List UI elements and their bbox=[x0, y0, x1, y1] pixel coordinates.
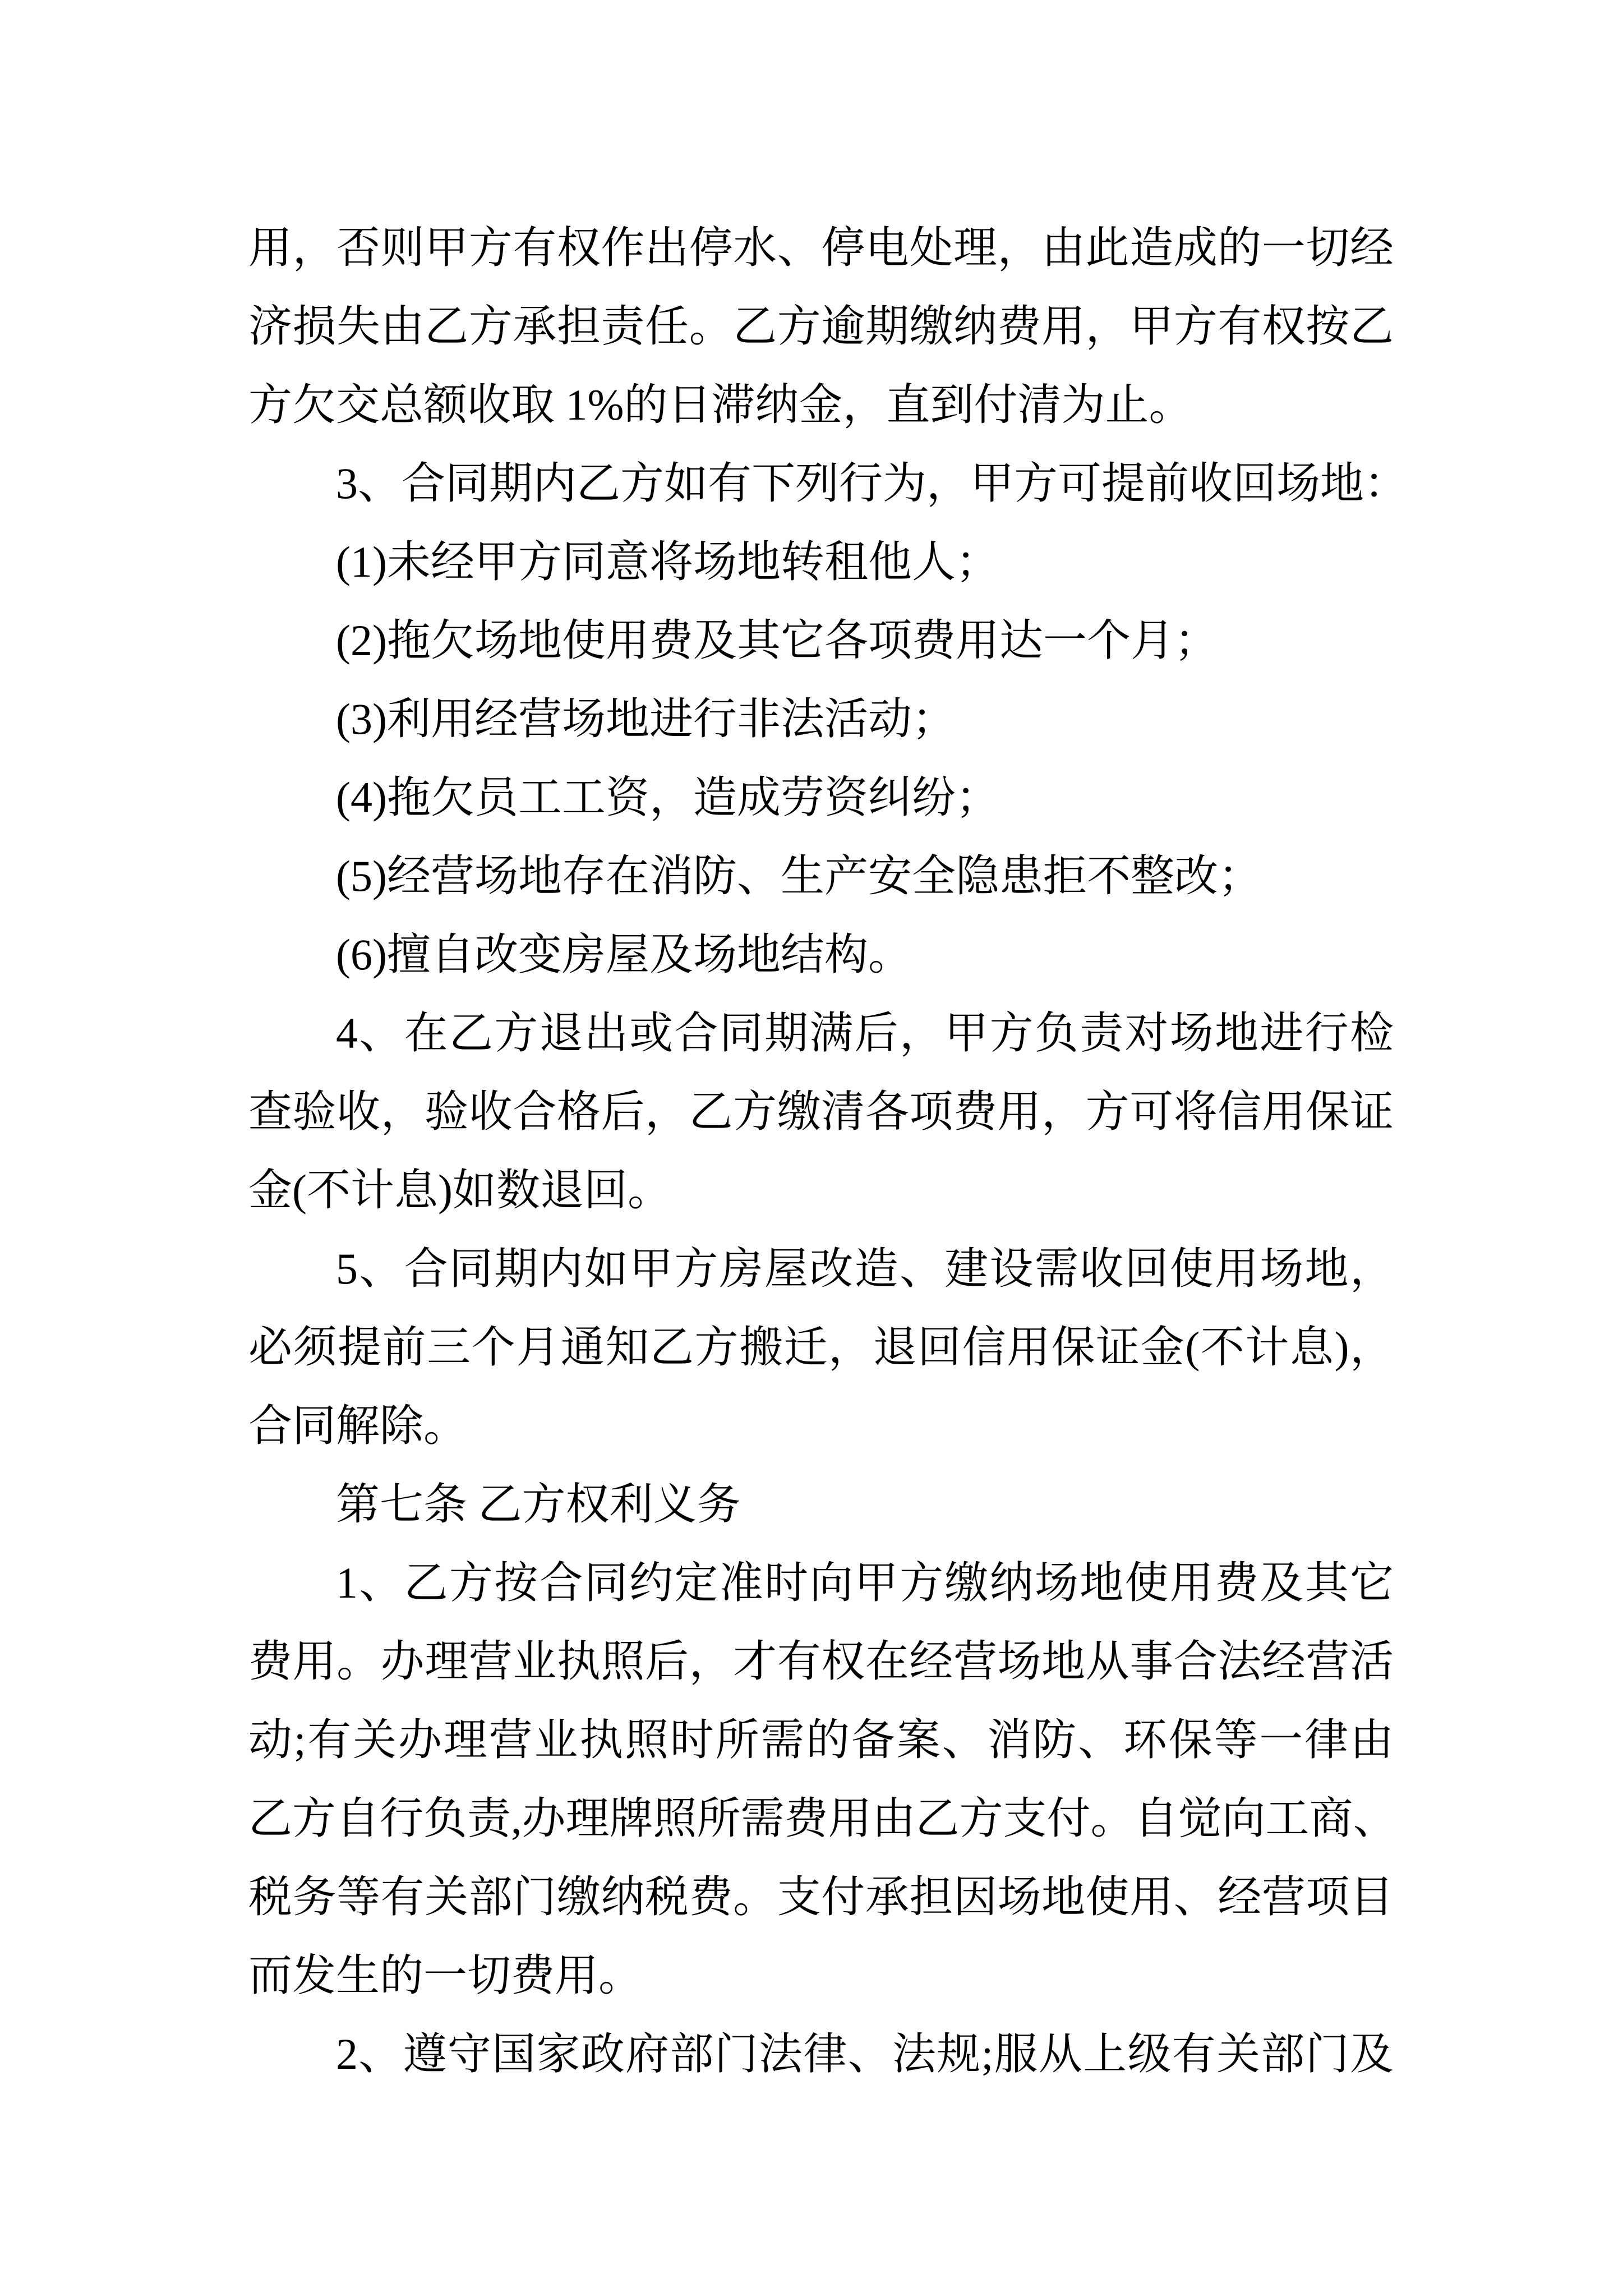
text-line: 必须提前三个月通知乙方搬迁，退回信用保证金(不计息)， bbox=[248, 1323, 1394, 1372]
text-line: 用，否则甲方有权作出停水、停电处理，由此造成的一切经 bbox=[248, 223, 1394, 272]
text-line: 费用。办理营业执照后，才有权在经营场地从事合法经营活 bbox=[248, 1637, 1394, 1686]
text-line: 1、乙方按合同约定准时向甲方缴纳场地使用费及其它 bbox=[336, 1558, 1394, 1607]
text-line: 4、在乙方退出或合同期满后，甲方负责对场地进行检 bbox=[336, 1009, 1394, 1057]
text-line: (4)拖欠员工工资，造成劳资纠纷； bbox=[336, 773, 999, 822]
text-line: 5、合同期内如甲方房屋改造、建设需收回使用场地， bbox=[336, 1244, 1394, 1293]
text-line: 金(不计息)如数退回。 bbox=[248, 1166, 671, 1214]
contract-text-block bbox=[248, 209, 1408, 2093]
text-line: (2)拖欠场地使用费及其它各项费用达一个月； bbox=[336, 616, 1218, 665]
text-line: 2、遵守国家政府部门法律、法规;服从上级有关部门及 bbox=[336, 2030, 1394, 2078]
text-line: 济损失由乙方承担责任。乙方逾期缴纳费用，甲方有权按乙 bbox=[248, 302, 1394, 351]
text-line: (6)擅自改变房屋及场地结构。 bbox=[336, 930, 912, 979]
text-line: 方欠交总额收取 1%的日滞纳金，直到付清为止。 bbox=[248, 380, 1193, 429]
text-line: 乙方自行负责,办理牌照所需费用由乙方支付。自觉向工商、 bbox=[248, 1794, 1397, 1843]
text-line: (5)经营场地存在消防、生产安全隐患拒不整改； bbox=[336, 852, 1262, 900]
text-line: (1)未经甲方同意将场地转租他人； bbox=[336, 537, 999, 586]
text-line: 查验收，验收合格后，乙方缴清各项费用，方可将信用保证 bbox=[248, 1087, 1394, 1136]
text-line: 合同解除。 bbox=[248, 1401, 468, 1450]
text-line: 动;有关办理营业执照时所需的备案、消防、环保等一律由 bbox=[248, 1715, 1394, 1764]
text-line: 税务等有关部门缴纳税费。支付承担因场地使用、经营项目 bbox=[248, 1872, 1394, 1921]
text-line: 3、合同期内乙方如有下列行为，甲方可提前收回场地： bbox=[336, 459, 1408, 508]
text-line: (3)利用经营场地进行非法活动； bbox=[336, 694, 956, 743]
text-line: 而发生的一切费用。 bbox=[248, 1951, 643, 2000]
text-line: 第七条 乙方权利义务 bbox=[336, 1480, 741, 1529]
